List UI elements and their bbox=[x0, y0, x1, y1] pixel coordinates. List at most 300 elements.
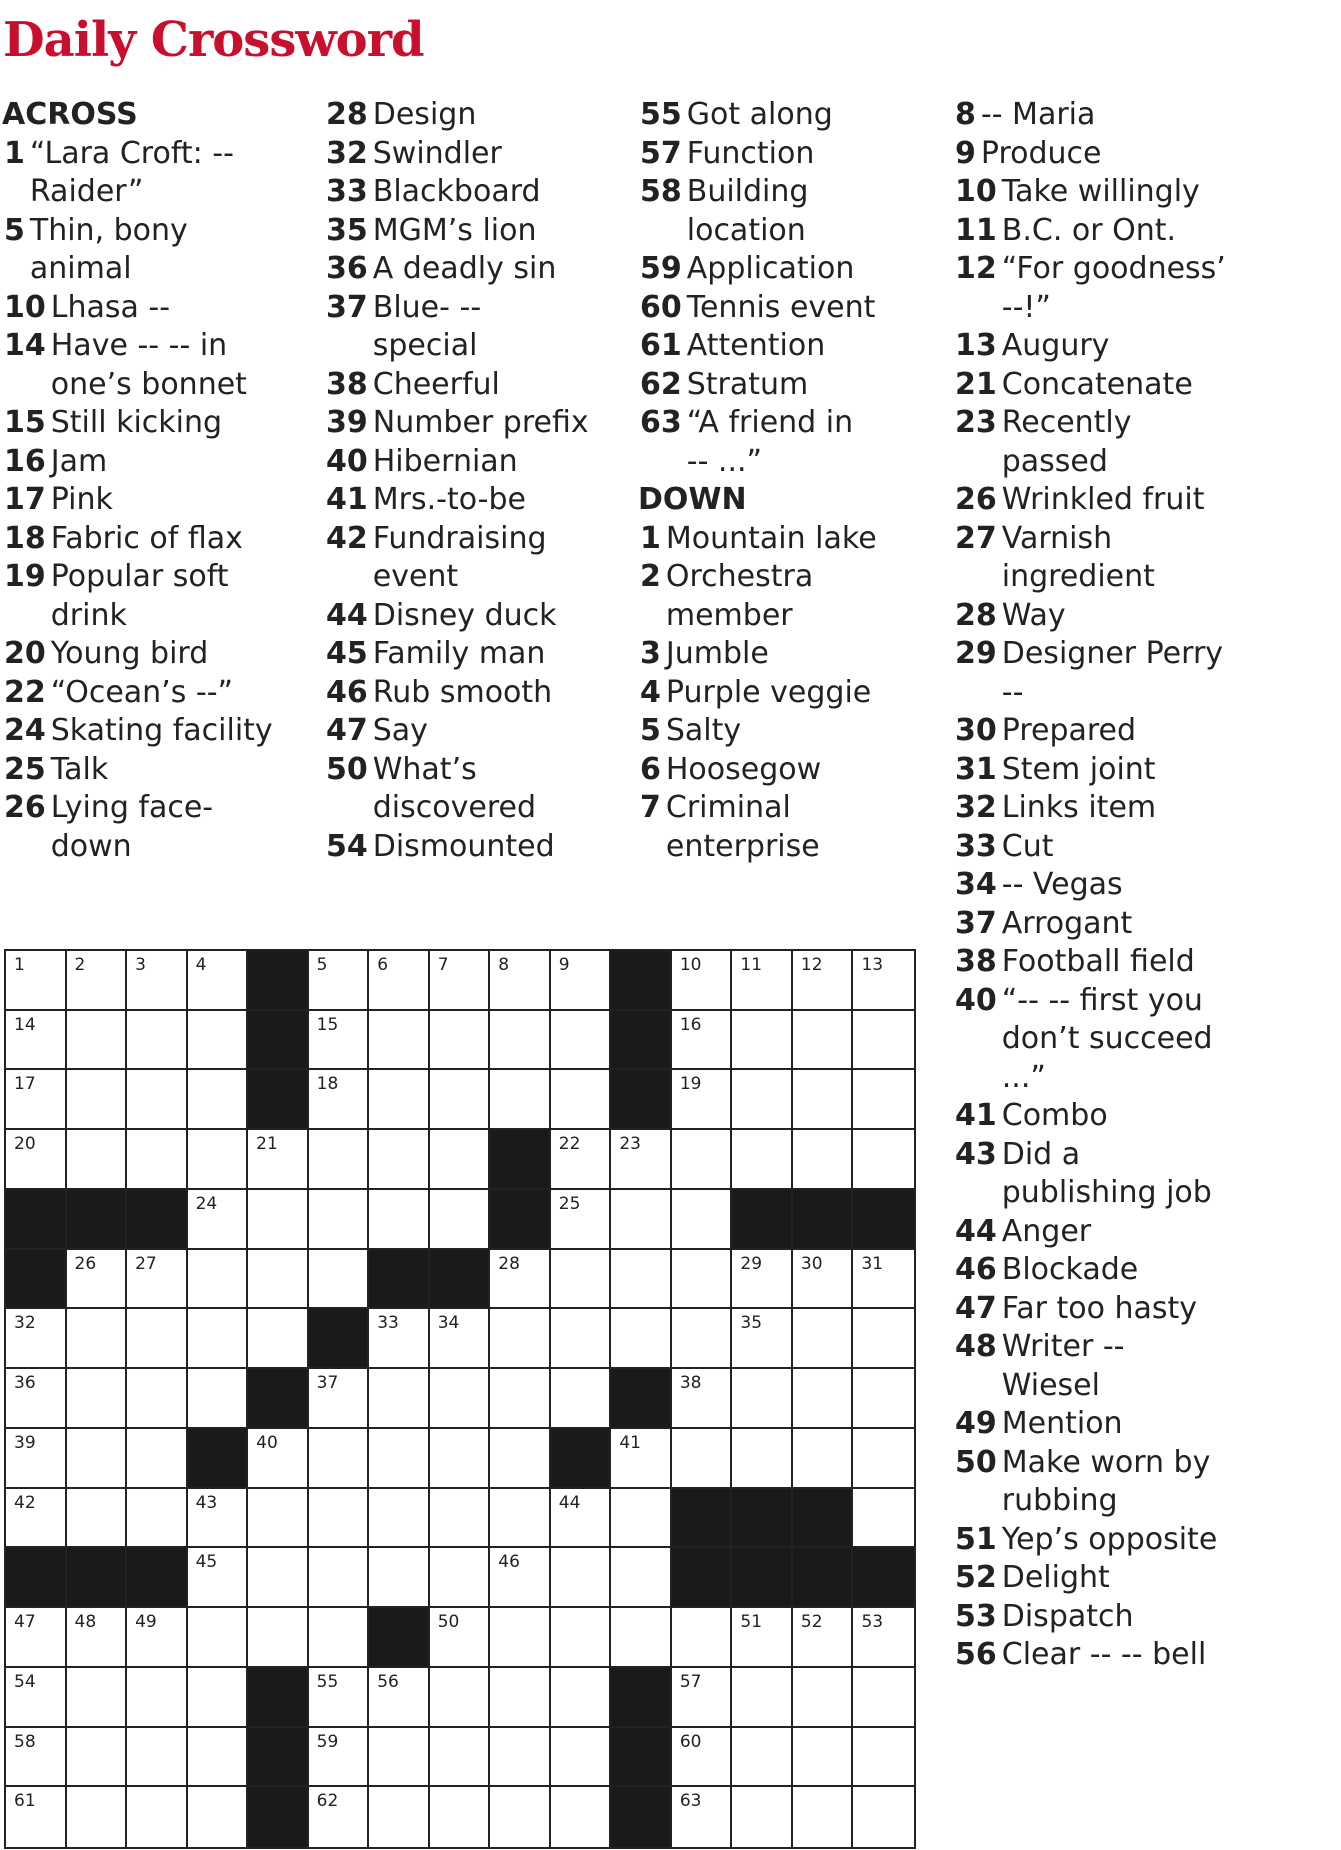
cell-number: 37 bbox=[316, 1373, 339, 1394]
clue-item bbox=[955, 828, 1295, 867]
grid-cell[interactable] bbox=[611, 1429, 672, 1489]
grid-cell[interactable] bbox=[188, 1668, 249, 1728]
clue-text bbox=[666, 674, 871, 713]
grid-cell[interactable] bbox=[551, 1250, 612, 1310]
clue-number: 37 bbox=[326, 289, 368, 325]
clue-text bbox=[1002, 1213, 1091, 1252]
black-square bbox=[853, 1548, 914, 1608]
cell-number: 23 bbox=[619, 1134, 641, 1155]
clue-number: 16 bbox=[4, 443, 46, 479]
clue-text-line: rubbing bbox=[1001, 1483, 1118, 1518]
grid-cell[interactable] bbox=[369, 1190, 430, 1250]
grid-cell[interactable] bbox=[67, 1070, 128, 1130]
grid-cell[interactable] bbox=[188, 1309, 249, 1369]
grid-cell[interactable] bbox=[6, 1011, 67, 1071]
grid-cell[interactable] bbox=[732, 1130, 793, 1190]
cell-number: 59 bbox=[316, 1731, 339, 1752]
grid-cell[interactable] bbox=[551, 1011, 612, 1071]
grid-cell[interactable] bbox=[309, 1608, 370, 1668]
clue-number: 44 bbox=[955, 1213, 997, 1249]
clue-text bbox=[51, 404, 222, 443]
grid-cell[interactable] bbox=[853, 1668, 914, 1728]
grid-cell[interactable] bbox=[732, 1011, 793, 1071]
grid-cell[interactable] bbox=[248, 1489, 309, 1549]
black-square bbox=[611, 1787, 672, 1847]
clue-number: 56 bbox=[955, 1637, 997, 1672]
grid-cell[interactable] bbox=[248, 1309, 309, 1369]
grid-cell[interactable] bbox=[551, 1190, 612, 1250]
grid-cell[interactable] bbox=[853, 951, 914, 1011]
clue-text bbox=[373, 173, 541, 212]
grid-cell[interactable] bbox=[127, 1369, 188, 1429]
clue-item bbox=[955, 327, 1295, 366]
grid-cell[interactable] bbox=[188, 1070, 249, 1130]
grid-cell[interactable] bbox=[309, 1548, 370, 1608]
clue-text bbox=[51, 520, 243, 559]
clue-item bbox=[4, 404, 304, 443]
grid-cell[interactable] bbox=[793, 1668, 854, 1728]
grid-cell[interactable] bbox=[430, 1787, 491, 1847]
clue-number: 49 bbox=[955, 1406, 997, 1441]
clue-number: 15 bbox=[4, 405, 46, 440]
grid-cell[interactable] bbox=[853, 1011, 914, 1071]
grid-cell[interactable] bbox=[490, 1608, 551, 1668]
grid-cell[interactable] bbox=[853, 1429, 914, 1489]
grid-cell[interactable] bbox=[309, 1489, 370, 1549]
grid-cell[interactable] bbox=[551, 1608, 612, 1668]
grid-cell[interactable] bbox=[793, 1429, 854, 1489]
grid-cell[interactable] bbox=[6, 1728, 67, 1788]
grid-cell[interactable] bbox=[6, 1429, 67, 1489]
clue-text-line: one’s bonnet bbox=[50, 366, 247, 402]
grid-cell[interactable] bbox=[672, 1130, 733, 1190]
grid-cell[interactable] bbox=[127, 1070, 188, 1130]
black-square bbox=[611, 1011, 672, 1071]
clue-number: 42 bbox=[326, 520, 368, 556]
grid-cell[interactable] bbox=[611, 1489, 672, 1549]
clue-text bbox=[373, 597, 557, 636]
grid-cell[interactable] bbox=[672, 1011, 733, 1071]
grid-cell[interactable] bbox=[430, 1309, 491, 1369]
black-square bbox=[490, 1190, 551, 1250]
grid-cell[interactable] bbox=[793, 1369, 854, 1429]
clue-number: 3 bbox=[640, 636, 661, 671]
grid-cell[interactable] bbox=[793, 1309, 854, 1369]
grid-cell[interactable] bbox=[127, 1489, 188, 1549]
grid-cell[interactable] bbox=[430, 1728, 491, 1788]
grid-cell[interactable] bbox=[611, 1250, 672, 1310]
clue-text-line: Stem joint bbox=[1001, 751, 1156, 787]
grid-cell[interactable] bbox=[853, 1309, 914, 1369]
clue-text-line: location bbox=[686, 212, 806, 248]
grid-cell[interactable] bbox=[853, 1070, 914, 1130]
clue-text-line: Wiesel bbox=[1001, 1367, 1100, 1403]
grid-cell[interactable] bbox=[551, 1070, 612, 1130]
clue-item bbox=[955, 866, 1295, 905]
grid-cell[interactable] bbox=[853, 1787, 914, 1847]
clue-number: 40 bbox=[326, 443, 368, 479]
grid-cell[interactable] bbox=[853, 1489, 914, 1549]
grid-cell[interactable] bbox=[732, 1668, 793, 1728]
grid-cell[interactable] bbox=[490, 1429, 551, 1489]
grid-cell[interactable] bbox=[551, 1668, 612, 1728]
grid-cell[interactable] bbox=[67, 1250, 128, 1310]
clue-text-line: Building bbox=[686, 174, 809, 209]
grid-cell[interactable] bbox=[309, 1190, 370, 1250]
clue-item bbox=[640, 789, 940, 866]
grid-cell[interactable] bbox=[309, 1011, 370, 1071]
grid-cell[interactable] bbox=[793, 1011, 854, 1071]
black-square bbox=[732, 1548, 793, 1608]
grid-cell[interactable] bbox=[732, 1070, 793, 1130]
grid-cell[interactable] bbox=[551, 1309, 612, 1369]
grid-cell[interactable] bbox=[490, 1548, 551, 1608]
grid-cell[interactable] bbox=[490, 1011, 551, 1071]
clue-number: 25 bbox=[4, 751, 46, 787]
grid-cell[interactable] bbox=[127, 1429, 188, 1489]
grid-cell[interactable] bbox=[369, 1668, 430, 1728]
grid-cell[interactable] bbox=[611, 1309, 672, 1369]
cell-number: 12 bbox=[800, 955, 823, 975]
grid-cell[interactable] bbox=[490, 1250, 551, 1310]
grid-cell[interactable] bbox=[793, 1608, 854, 1668]
cell-number: 48 bbox=[74, 1612, 97, 1633]
grid-cell[interactable] bbox=[430, 1369, 491, 1429]
grid-cell[interactable] bbox=[611, 1608, 672, 1668]
grid-cell[interactable] bbox=[6, 951, 67, 1011]
grid-cell[interactable] bbox=[490, 1668, 551, 1728]
grid-cell[interactable] bbox=[127, 1309, 188, 1369]
grid-cell[interactable] bbox=[672, 1787, 733, 1847]
clue-text-line: Blue- -- bbox=[372, 289, 482, 325]
grid-cell[interactable] bbox=[490, 1728, 551, 1788]
clue-text bbox=[1002, 1136, 1212, 1213]
clue-item bbox=[640, 289, 940, 328]
grid-cell[interactable] bbox=[188, 1369, 249, 1429]
grid-cell[interactable] bbox=[853, 1728, 914, 1788]
grid-cell[interactable] bbox=[672, 1250, 733, 1310]
clue-item bbox=[326, 366, 626, 405]
grid-cell[interactable] bbox=[732, 1787, 793, 1847]
grid-cell[interactable] bbox=[127, 1608, 188, 1668]
clue-text-line: Design bbox=[372, 97, 477, 132]
grid-cell[interactable] bbox=[672, 1309, 733, 1369]
clue-text-line: “A friend in bbox=[686, 405, 854, 440]
grid-cell[interactable] bbox=[309, 1130, 370, 1190]
grid-cell[interactable] bbox=[490, 1070, 551, 1130]
clue-text-line: Say bbox=[372, 713, 428, 748]
clue-item bbox=[4, 751, 304, 790]
grid-cell[interactable] bbox=[793, 1070, 854, 1130]
grid-cell[interactable] bbox=[551, 1728, 612, 1788]
grid-cell[interactable] bbox=[248, 1548, 309, 1608]
grid-cell[interactable] bbox=[430, 1608, 491, 1668]
grid-cell[interactable] bbox=[67, 1668, 128, 1728]
grid-cell[interactable] bbox=[853, 1608, 914, 1668]
grid-cell[interactable] bbox=[490, 951, 551, 1011]
clue-text-line: -- ...” bbox=[686, 443, 763, 479]
clue-number: 46 bbox=[955, 1252, 997, 1287]
cell-number: 6 bbox=[377, 955, 389, 975]
clue-text bbox=[1002, 173, 1200, 212]
grid-cell[interactable] bbox=[672, 951, 733, 1011]
grid-cell[interactable] bbox=[309, 1250, 370, 1310]
grid-cell[interactable] bbox=[369, 1548, 430, 1608]
clue-text-line: Prepared bbox=[1001, 713, 1137, 748]
grid-cell[interactable] bbox=[67, 1309, 128, 1369]
clue-number: 54 bbox=[326, 828, 368, 864]
grid-cell[interactable] bbox=[551, 1489, 612, 1549]
clue-text bbox=[51, 481, 113, 520]
clue-text-line: Rub smooth bbox=[372, 674, 553, 710]
across-heading: ACROSS bbox=[2, 97, 138, 132]
grid-cell[interactable] bbox=[490, 1787, 551, 1847]
clue-text bbox=[1002, 212, 1176, 251]
grid-cell[interactable] bbox=[672, 1728, 733, 1788]
grid-cell[interactable] bbox=[369, 1369, 430, 1429]
grid-cell[interactable] bbox=[188, 1728, 249, 1788]
clue-text-line: Orchestra bbox=[665, 559, 814, 594]
grid-cell[interactable] bbox=[853, 1369, 914, 1429]
grid-cell[interactable] bbox=[430, 1190, 491, 1250]
grid-cell[interactable] bbox=[67, 951, 128, 1011]
grid-cell[interactable] bbox=[127, 1130, 188, 1190]
grid-cell[interactable] bbox=[309, 1429, 370, 1489]
grid-cell[interactable] bbox=[793, 1130, 854, 1190]
clue-item bbox=[640, 96, 940, 135]
grid-cell[interactable] bbox=[6, 1130, 67, 1190]
grid-cell[interactable] bbox=[672, 1070, 733, 1130]
grid-cell[interactable] bbox=[248, 1130, 309, 1190]
clue-number: 24 bbox=[4, 713, 46, 748]
grid-cell[interactable] bbox=[6, 1608, 67, 1668]
clue-item bbox=[955, 1521, 1295, 1560]
clue-item bbox=[955, 366, 1295, 405]
clue-number: 51 bbox=[955, 1521, 997, 1557]
grid-cell[interactable] bbox=[6, 1787, 67, 1847]
grid-cell[interactable] bbox=[127, 1250, 188, 1310]
grid-cell[interactable] bbox=[551, 1548, 612, 1608]
grid-cell[interactable] bbox=[127, 1787, 188, 1847]
grid-cell[interactable] bbox=[732, 1309, 793, 1369]
grid-cell[interactable] bbox=[6, 1070, 67, 1130]
grid-cell[interactable] bbox=[188, 1548, 249, 1608]
grid-cell[interactable] bbox=[793, 1787, 854, 1847]
clue-text-line: Number prefix bbox=[372, 405, 589, 440]
grid-cell[interactable] bbox=[67, 1130, 128, 1190]
clue-text-line: Hibernian bbox=[372, 443, 518, 479]
grid-cell[interactable] bbox=[188, 1489, 249, 1549]
grid-cell[interactable] bbox=[430, 1011, 491, 1071]
clue-number: 41 bbox=[955, 1098, 997, 1133]
grid-cell[interactable] bbox=[67, 1787, 128, 1847]
grid-cell[interactable] bbox=[67, 1608, 128, 1668]
grid-cell[interactable] bbox=[732, 1728, 793, 1788]
cell-number: 15 bbox=[316, 1014, 339, 1035]
grid-cell[interactable] bbox=[369, 1429, 430, 1489]
grid-cell[interactable] bbox=[490, 1369, 551, 1429]
grid-cell[interactable] bbox=[793, 951, 854, 1011]
cell-number: 20 bbox=[14, 1134, 36, 1155]
grid-cell[interactable] bbox=[127, 951, 188, 1011]
cell-number: 17 bbox=[14, 1074, 36, 1095]
grid-cell[interactable] bbox=[369, 1787, 430, 1847]
grid-cell[interactable] bbox=[188, 1130, 249, 1190]
grid-cell[interactable] bbox=[430, 1130, 491, 1190]
grid-cell[interactable] bbox=[732, 1608, 793, 1668]
clue-text bbox=[1002, 982, 1213, 1098]
grid-cell[interactable] bbox=[67, 1369, 128, 1429]
grid-cell[interactable] bbox=[67, 1011, 128, 1071]
across-column-2 bbox=[326, 96, 626, 866]
black-square bbox=[248, 1070, 309, 1130]
grid-cell[interactable] bbox=[248, 1250, 309, 1310]
grid-cell[interactable] bbox=[430, 1668, 491, 1728]
cell-number: 1 bbox=[14, 955, 25, 975]
clue-text-line: don’t succeed bbox=[1001, 1021, 1213, 1056]
grid-cell[interactable] bbox=[369, 1130, 430, 1190]
grid-cell[interactable] bbox=[611, 1190, 672, 1250]
clue-item bbox=[326, 751, 626, 828]
grid-cell[interactable] bbox=[309, 1070, 370, 1130]
clue-text bbox=[373, 481, 526, 520]
clue-item bbox=[955, 1290, 1295, 1329]
clue-text bbox=[687, 289, 876, 328]
clue-text bbox=[666, 558, 813, 635]
clue-number: 26 bbox=[4, 790, 46, 825]
clue-number: 39 bbox=[326, 405, 368, 440]
clue-item bbox=[4, 520, 304, 559]
grid-cell[interactable] bbox=[188, 1608, 249, 1668]
grid-cell[interactable] bbox=[67, 1429, 128, 1489]
clue-item bbox=[326, 443, 626, 482]
grid-cell[interactable] bbox=[309, 1668, 370, 1728]
grid-cell[interactable] bbox=[369, 1309, 430, 1369]
grid-cell[interactable] bbox=[369, 1728, 430, 1788]
clue-text-line: Talk bbox=[50, 751, 109, 787]
grid-cell[interactable] bbox=[6, 1369, 67, 1429]
grid-cell[interactable] bbox=[430, 1070, 491, 1130]
grid-cell[interactable] bbox=[551, 1787, 612, 1847]
across-column-1 bbox=[4, 96, 304, 866]
black-square bbox=[793, 1548, 854, 1608]
grid-cell[interactable] bbox=[853, 1130, 914, 1190]
grid-cell[interactable] bbox=[672, 1369, 733, 1429]
grid-cell[interactable] bbox=[369, 951, 430, 1011]
clue-text-line: Mountain lake bbox=[665, 520, 877, 556]
grid-cell[interactable] bbox=[188, 1787, 249, 1847]
cell-number: 61 bbox=[14, 1791, 36, 1812]
grid-cell[interactable] bbox=[309, 1369, 370, 1429]
cell-number: 47 bbox=[14, 1612, 36, 1633]
grid-cell[interactable] bbox=[551, 1369, 612, 1429]
grid-cell[interactable] bbox=[127, 1011, 188, 1071]
clue-text-line: drink bbox=[50, 597, 127, 633]
grid-cell[interactable] bbox=[430, 1429, 491, 1489]
grid-cell[interactable] bbox=[672, 1190, 733, 1250]
cell-number: 56 bbox=[377, 1671, 399, 1692]
grid-cell[interactable] bbox=[369, 1011, 430, 1071]
grid-cell[interactable] bbox=[188, 1190, 249, 1250]
clue-text-line: Blackboard bbox=[372, 174, 541, 209]
grid-cell[interactable] bbox=[793, 1250, 854, 1310]
grid-cell[interactable] bbox=[248, 1608, 309, 1668]
clue-number: 61 bbox=[640, 328, 682, 363]
clue-text bbox=[981, 135, 1102, 174]
grid-cell[interactable] bbox=[369, 1489, 430, 1549]
grid-cell[interactable] bbox=[611, 1130, 672, 1190]
black-square bbox=[188, 1429, 249, 1489]
grid-cell[interactable] bbox=[430, 1548, 491, 1608]
clue-number: 13 bbox=[955, 328, 997, 363]
grid-cell[interactable] bbox=[67, 1489, 128, 1549]
grid-cell[interactable] bbox=[672, 1608, 733, 1668]
grid-cell[interactable] bbox=[369, 1070, 430, 1130]
grid-cell[interactable] bbox=[490, 1309, 551, 1369]
clue-number: 7 bbox=[640, 790, 661, 825]
grid-cell[interactable] bbox=[551, 951, 612, 1011]
grid-cell[interactable] bbox=[430, 1489, 491, 1549]
grid-cell[interactable] bbox=[732, 1369, 793, 1429]
grid-cell[interactable] bbox=[6, 1668, 67, 1728]
grid-cell[interactable] bbox=[853, 1250, 914, 1310]
grid-cell[interactable] bbox=[188, 1250, 249, 1310]
grid-cell[interactable] bbox=[732, 951, 793, 1011]
cell-number: 57 bbox=[679, 1671, 702, 1692]
clue-text-line: Lying face- bbox=[50, 790, 214, 825]
clue-item bbox=[640, 712, 940, 751]
grid-cell[interactable] bbox=[732, 1429, 793, 1489]
clue-number: 23 bbox=[955, 405, 997, 440]
grid-cell[interactable] bbox=[309, 1787, 370, 1847]
grid-cell[interactable] bbox=[430, 951, 491, 1011]
grid-cell[interactable] bbox=[248, 1429, 309, 1489]
clue-text bbox=[373, 712, 428, 751]
grid-cell[interactable] bbox=[672, 1429, 733, 1489]
clue-text-line: Varnish bbox=[1001, 520, 1113, 556]
clue-number: 17 bbox=[4, 482, 46, 517]
grid-cell[interactable] bbox=[67, 1728, 128, 1788]
clue-text bbox=[1002, 520, 1155, 597]
clue-text bbox=[30, 212, 188, 289]
clue-item bbox=[640, 327, 940, 366]
grid-cell[interactable] bbox=[732, 1250, 793, 1310]
clue-item bbox=[640, 404, 940, 481]
cell-number: 13 bbox=[861, 955, 884, 975]
down-heading: DOWN bbox=[638, 482, 747, 517]
clue-text-line: -- Maria bbox=[980, 97, 1096, 132]
grid-cell[interactable] bbox=[793, 1728, 854, 1788]
grid-cell[interactable] bbox=[127, 1728, 188, 1788]
grid-cell[interactable] bbox=[551, 1130, 612, 1190]
grid-cell[interactable] bbox=[188, 951, 249, 1011]
black-square bbox=[248, 1668, 309, 1728]
clue-text bbox=[51, 751, 108, 790]
grid-cell[interactable] bbox=[309, 951, 370, 1011]
grid-cell[interactable] bbox=[188, 1011, 249, 1071]
grid-cell[interactable] bbox=[6, 1309, 67, 1369]
clue-text bbox=[373, 250, 557, 289]
clue-text-line: Cheerful bbox=[372, 366, 500, 402]
grid-cell[interactable] bbox=[490, 1489, 551, 1549]
grid-cell[interactable] bbox=[611, 1548, 672, 1608]
grid-cell[interactable] bbox=[672, 1668, 733, 1728]
clue-number: 10 bbox=[4, 289, 46, 325]
grid-cell[interactable] bbox=[309, 1728, 370, 1788]
grid-cell[interactable] bbox=[127, 1668, 188, 1728]
grid-cell[interactable] bbox=[6, 1489, 67, 1549]
grid-cell[interactable] bbox=[248, 1190, 309, 1250]
